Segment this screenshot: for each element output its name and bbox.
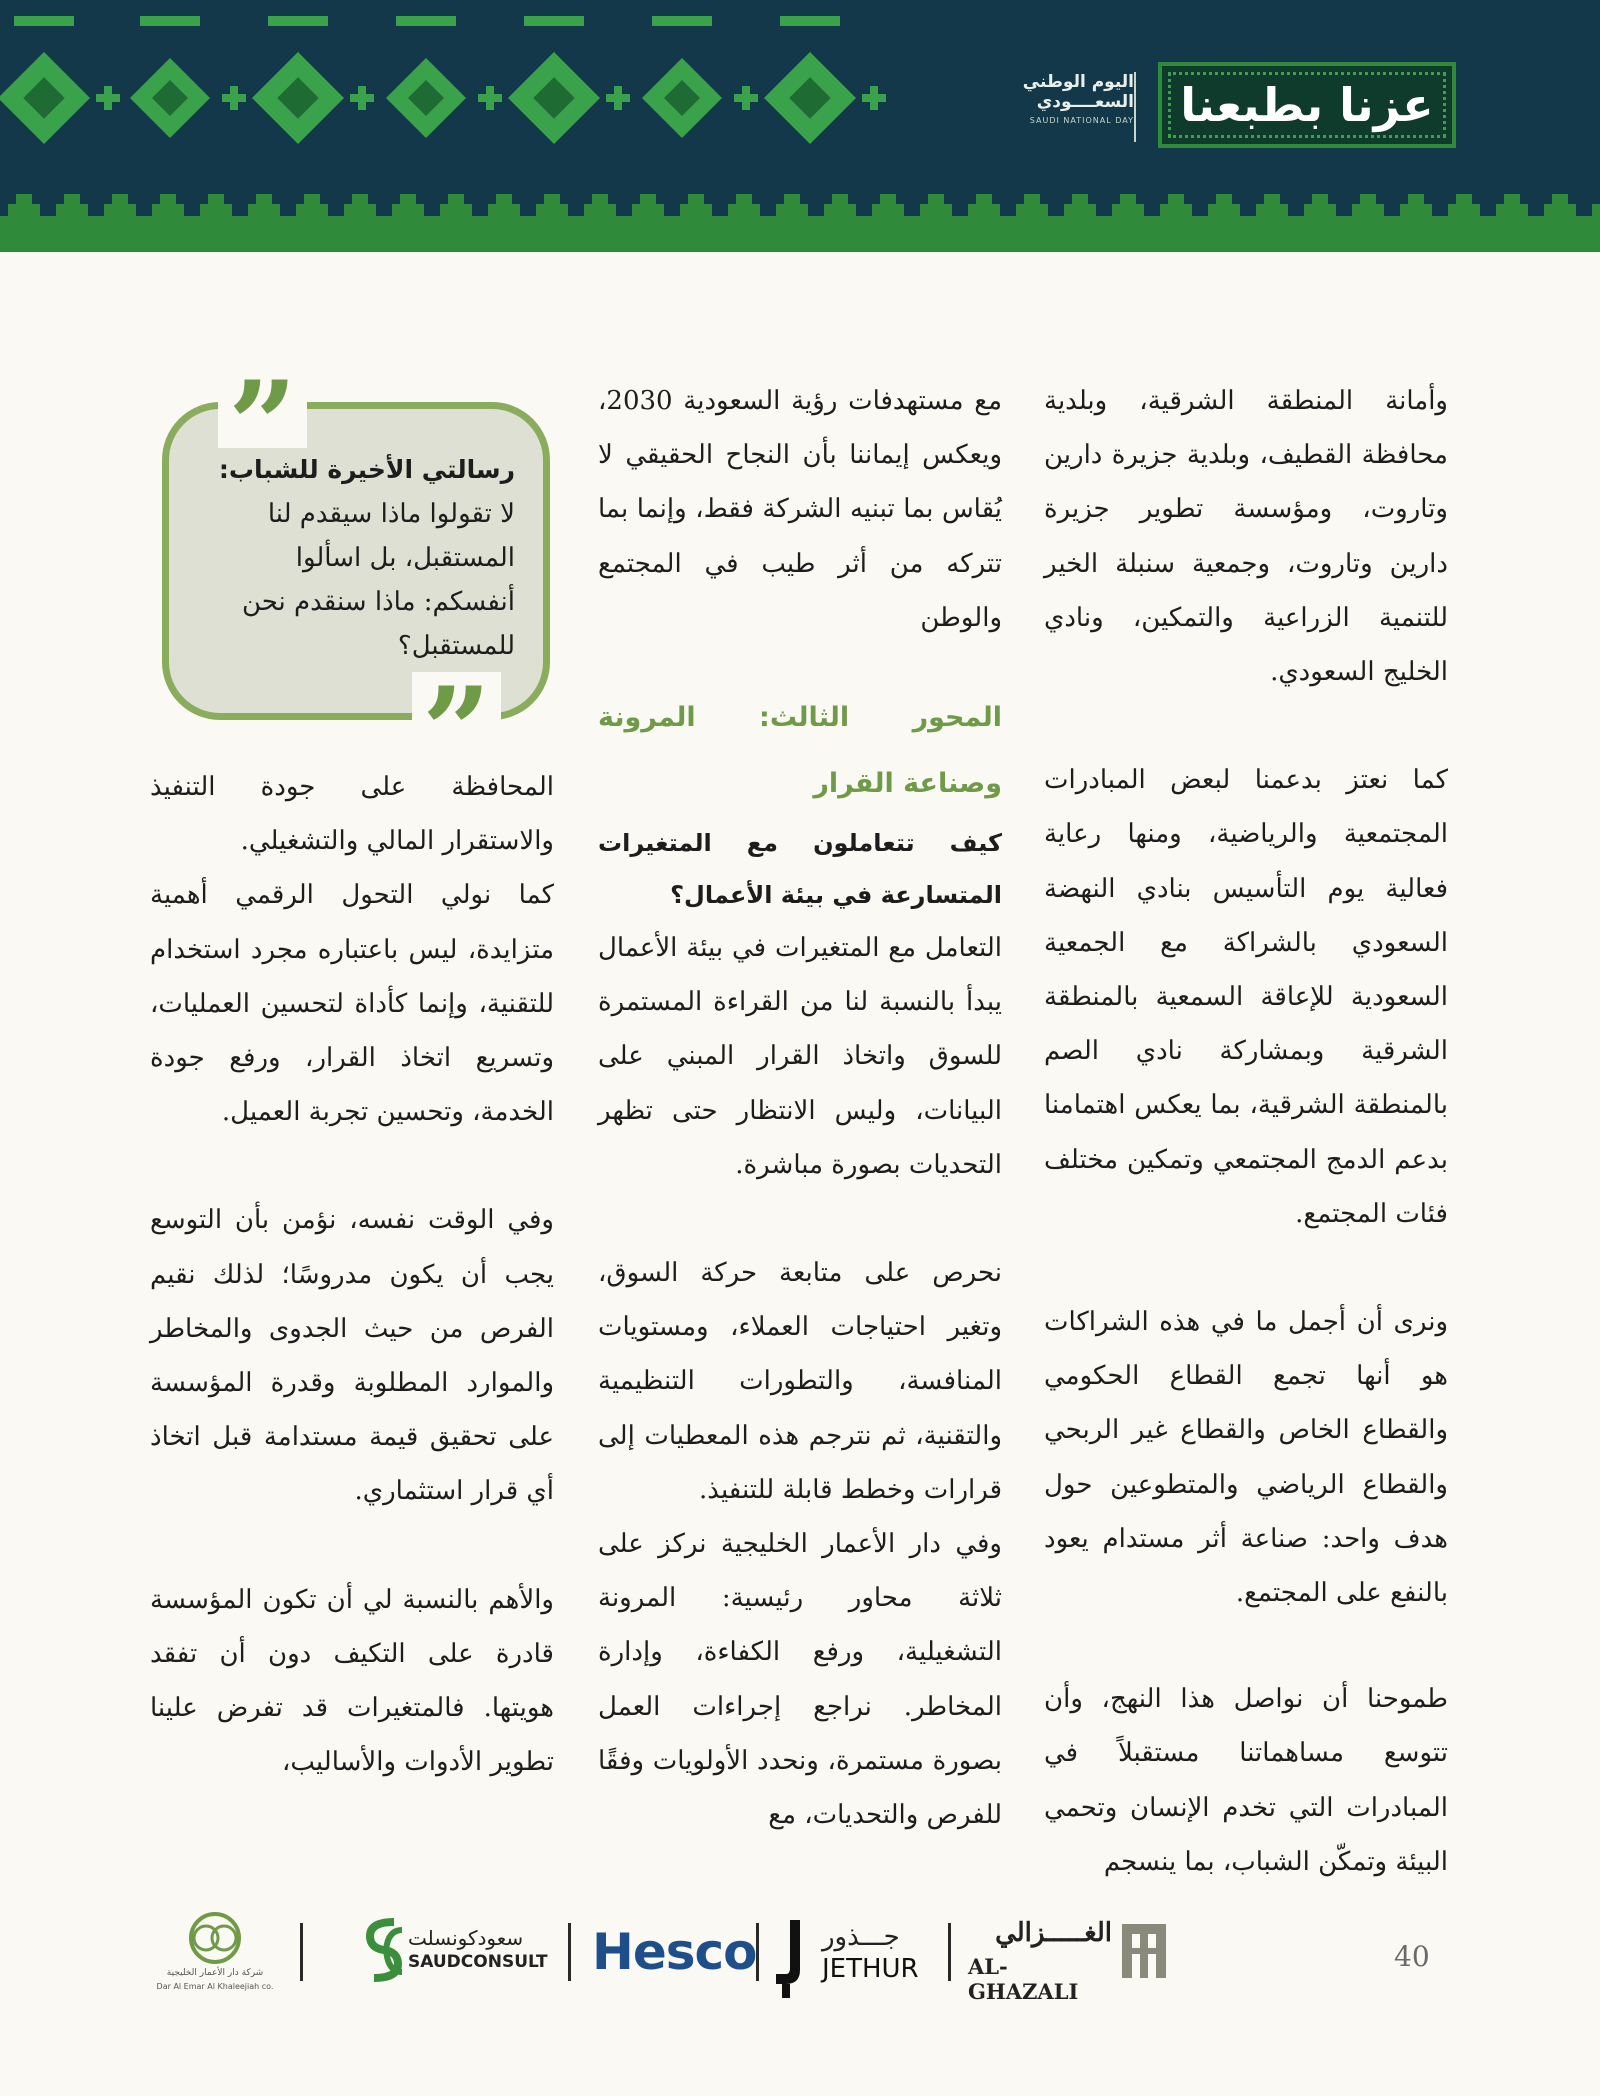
national-day-line1: اليوم الوطني (1022, 72, 1134, 92)
step-motif (1248, 216, 1296, 232)
pull-quote-body: لا تقولوا ماذا سيقدم لنا المستقبل، بل اسألوا أنفسكم: ماذا سنقدم نحن للمستقبل؟ (241, 499, 515, 661)
national-day-en: SAUDI NATIONAL DAY (1029, 116, 1134, 125)
step-motif (144, 216, 192, 232)
step-motif (240, 216, 288, 232)
step-motif (1024, 194, 1040, 204)
paragraph: ونرى أن أجمل ما في هذه الشراكات هو أنها تجمع القطاع الحكومي والقطاع الخاص والقطاع غير الربحي والقطاع الرياضي والمتطوعين حول هدف واحد: صناعة أثر مستدام يعود بالنفع على المجتمع. (1044, 1307, 1448, 1609)
saudconsult-ar: سعودكونسلت (408, 1926, 524, 1950)
step-motif (496, 194, 512, 204)
step-motif (1256, 204, 1288, 216)
alghazali-ar: الغـــــزالي (995, 1918, 1112, 1948)
cross-motif (614, 86, 622, 110)
bar-motif (780, 16, 840, 26)
step-motif (1584, 216, 1600, 232)
step-motif (1392, 216, 1440, 232)
step-motif (976, 194, 992, 204)
logo-saudconsult (364, 1916, 554, 1986)
jethur-en: JETHUR (822, 1954, 919, 1984)
step-motif (1408, 194, 1424, 204)
header-banner (0, 0, 1600, 252)
step-motif (1304, 204, 1336, 216)
step-motif (112, 194, 128, 204)
cross-motif (230, 86, 238, 110)
bar-motif (396, 16, 456, 26)
divider (1134, 72, 1136, 142)
step-motif (192, 216, 240, 232)
step-motif (592, 194, 608, 204)
paragraph: وفي الوقت نفسه، نؤمن بأن التوسع يجب أن يكون مدروسًا؛ لذلك نقيم الفرص من حيث الجدوى والمخاطر والموارد المطلوبة وقدرة المؤسسة على تحقيق قيمة مستدامة قبل اتخاذ أي قرار استثماري. (150, 1205, 554, 1507)
step-motif (1168, 194, 1184, 204)
step-motif (152, 204, 184, 216)
dar-al-emar-en: Dar Al Emar Al Khaleejiah co. (156, 1982, 274, 1991)
step-motif (768, 216, 816, 232)
logo-divider (948, 1923, 951, 1981)
page-number: 40 (1394, 1940, 1430, 1973)
step-motif (0, 216, 48, 232)
step-motif (680, 204, 712, 216)
step-motif (720, 216, 768, 232)
step-motif (16, 194, 32, 204)
step-motif (864, 216, 912, 232)
step-motif (1504, 194, 1520, 204)
pull-quote (200, 448, 515, 668)
jethur-ar: جـــذور (822, 1922, 900, 1952)
step-motif (384, 216, 432, 232)
step-motif (200, 204, 232, 216)
step-motif (1360, 194, 1376, 204)
step-motif (824, 204, 856, 216)
paragraph: كما نولي التحول الرقمي أهمية متزايدة، ليس باعتباره مجرد استخدام للتقنية، وإنما كأداة لتحسين العمليات، وتسريع اتخاذ القرار، ورفع جودة الخدمة، وتحسين تجربة العميل. (150, 880, 554, 1128)
quote-close-icon: ” (412, 672, 501, 754)
jethur-mark-icon (770, 1914, 804, 1998)
pull-quote-title: رسالتي الأخيرة للشباب: (218, 455, 515, 484)
step-motif (872, 204, 904, 216)
paragraph: وفي دار الأعمار الخليجية نركز على ثلاثة محاور رئيسية: المرونة التشغيلية، ورفع الكفاءة، وإدارة المخاطر. نراجع إجراءات العمل بصورة مستمرة، ونحدد الأولويات وفقًا للفرص والتحديات، مع (598, 1529, 1002, 1831)
step-motif (1296, 216, 1344, 232)
logo-divider (300, 1923, 303, 1981)
step-motif (256, 194, 272, 204)
dar-al-emar-ar: شركة دار الأعمار الخليجية (166, 1968, 264, 1978)
saudconsult-en: SAUDCONSULT (408, 1952, 548, 1972)
step-motif (960, 216, 1008, 232)
step-motif (1056, 216, 1104, 232)
step-motif (640, 194, 656, 204)
step-motif (1440, 216, 1488, 232)
bar-motif (140, 16, 200, 26)
step-motif (400, 194, 416, 204)
step-motif (208, 194, 224, 204)
step-motif (672, 216, 720, 232)
step-motif (1104, 216, 1152, 232)
cross-motif (870, 86, 878, 110)
step-motif (1312, 194, 1328, 204)
step-motif (624, 216, 672, 232)
step-motif (1352, 204, 1384, 216)
step-motif (544, 194, 560, 204)
step-motif (432, 216, 480, 232)
interview-question: كيف تتعاملون مع المتغيرات المتسارعة في بيئة الأعمال؟ (598, 829, 1002, 910)
step-motif (344, 204, 376, 216)
saudconsult-mark-icon (364, 1916, 406, 1984)
step-motif (8, 204, 40, 216)
step-motif (104, 204, 136, 216)
step-motif (488, 204, 520, 216)
step-motif (880, 194, 896, 204)
step-motif (1536, 216, 1584, 232)
step-motif (536, 204, 568, 216)
bar-motif (524, 16, 584, 26)
step-motif (1216, 194, 1232, 204)
cross-motif (358, 86, 366, 110)
step-motif (736, 194, 752, 204)
column-middle (598, 374, 1002, 1842)
step-motif (1008, 216, 1056, 232)
section-heading: المحور الثالث: المرونة وصناعة القرار (598, 702, 1002, 800)
step-motif (64, 194, 80, 204)
step-motif (48, 216, 96, 232)
step-motif (96, 216, 144, 232)
cross-motif (104, 86, 112, 110)
step-motif (1208, 204, 1240, 216)
badge-text: عزنا بطبعنا (1180, 78, 1434, 132)
paragraph: وأمانة المنطقة الشرقية، وبلدية محافظة القطيف، وبلدية جزيرة دارين وتاروت، ومؤسسة تطوير جزيرة دارين وتاروت، وجمعية سنبلة الخير للتنمية الزراعية والتمكين، ونادي الخليج السعودي. (1044, 386, 1448, 688)
step-motif (1552, 194, 1568, 204)
step-motif (920, 204, 952, 216)
logo-jethur (770, 1914, 940, 1998)
logo-dar-al-emar (150, 1910, 280, 2000)
hesco-text: Hesco (592, 1923, 757, 1981)
step-motif (1016, 204, 1048, 216)
step-motif (784, 194, 800, 204)
alghazali-en: AL-GHAZALI (968, 1954, 1079, 2004)
step-motif (1160, 204, 1192, 216)
logo-divider (568, 1923, 571, 1981)
logo-hesco (592, 1922, 757, 1982)
paragraph: المحافظة على جودة التنفيذ والاستقرار المالي والتشغيلي. (150, 772, 554, 857)
paragraph: طموحنا أن نواصل هذا النهج، وأن تتوسع مساهماتنا مستقبلاً في المبادرات التي تخدم الإنسان وتحمي البيئة وتمكّن الشباب، بما ينسجم (1044, 1684, 1448, 1877)
step-motif (688, 194, 704, 204)
step-motif (832, 194, 848, 204)
step-motif (440, 204, 472, 216)
step-motif (1592, 204, 1600, 216)
step-motif (336, 216, 384, 232)
campaign-badge (1158, 62, 1456, 148)
step-motif (584, 204, 616, 216)
paragraph: نحرص على متابعة حركة السوق، وتغير احتياجات العملاء، ومستويات المنافسة، والتطورات التنظيمية والتقنية، ثم نترجم هذه المعطيات إلى قرارات وخطط قابلة للتنفيذ. (598, 1258, 1002, 1505)
cross-motif (742, 86, 750, 110)
step-motif (1200, 216, 1248, 232)
step-motif (56, 204, 88, 216)
step-motif (1488, 216, 1536, 232)
step-motif (1152, 216, 1200, 232)
step-motif (352, 194, 368, 204)
step-motif (248, 204, 280, 216)
step-motif (912, 216, 960, 232)
step-motif (1064, 204, 1096, 216)
step-motif (288, 216, 336, 232)
step-motif (576, 216, 624, 232)
step-motif (160, 194, 176, 204)
step-motif (1448, 204, 1480, 216)
logo-alghazali (968, 1916, 1168, 2004)
step-motif (448, 194, 464, 204)
step-motif (776, 204, 808, 216)
bar-motif (652, 16, 712, 26)
paragraph: والأهم بالنسبة لي أن تكون المؤسسة قادرة على التكيف دون أن تفقد هويتها. فالمتغيرات قد تفرض علينا تطوير الأدوات والأساليب، (150, 1584, 554, 1778)
step-motif (816, 216, 864, 232)
step-motif (528, 216, 576, 232)
paragraph: التعامل مع المتغيرات في بيئة الأعمال يبدأ بالنسبة لنا من القراءة المستمرة للسوق واتخاذ القرار المبني على البيانات، وليس الانتظار حتى تظهر التحديات بصورة مباشرة. (598, 933, 1002, 1180)
bar-motif (268, 16, 328, 26)
step-motif (1264, 194, 1280, 204)
cross-motif (486, 86, 494, 110)
step-motif (480, 216, 528, 232)
paragraph: مع مستهدفات رؤية السعودية 2030، ويعكس إيماننا بأن النجاح الحقيقي لا يُقاس بما تبنيه الشركة فقط، وإنما بما تتركه من أثر طيب في المجتمع والوطن (598, 386, 1002, 633)
step-motif (1072, 194, 1088, 204)
dar-al-emar-mark-icon (170, 1910, 260, 1966)
step-motif (1344, 216, 1392, 232)
national-day-logo (984, 72, 1134, 142)
step-motif (928, 194, 944, 204)
quote-open-icon: ” (218, 366, 307, 448)
column-right (1044, 374, 1448, 1889)
paragraph: كما نعتز بدعمنا لبعض المبادرات المجتمعية والرياضية، ومنها رعاية فعالية يوم التأسيس بنادي النهضة السعودي بالشراكة مع الجمعية السعودية للإعاقة السمعية بالمنطقة الشرقية وبمشاركة نادي الصم بالمنطقة الشرقية، بما يعكس اهتمامنا بدعم الدمج المجتمعي وتمكين مختلف فئات المجتمع. (1044, 765, 1448, 1229)
step-motif (728, 204, 760, 216)
national-day-line2: السعــــودي (1036, 92, 1134, 112)
step-motif (392, 204, 424, 216)
step-motif (304, 194, 320, 204)
step-motif (1112, 204, 1144, 216)
step-motif (1120, 194, 1136, 204)
column-left (150, 760, 554, 1789)
bar-motif (14, 16, 74, 26)
alghazali-mark-icon (1120, 1920, 1168, 1980)
step-motif (1544, 204, 1576, 216)
step-motif (1456, 194, 1472, 204)
step-motif (296, 204, 328, 216)
step-motif (1496, 204, 1528, 216)
step-motif (968, 204, 1000, 216)
step-motif (1400, 204, 1432, 216)
step-motif (632, 204, 664, 216)
